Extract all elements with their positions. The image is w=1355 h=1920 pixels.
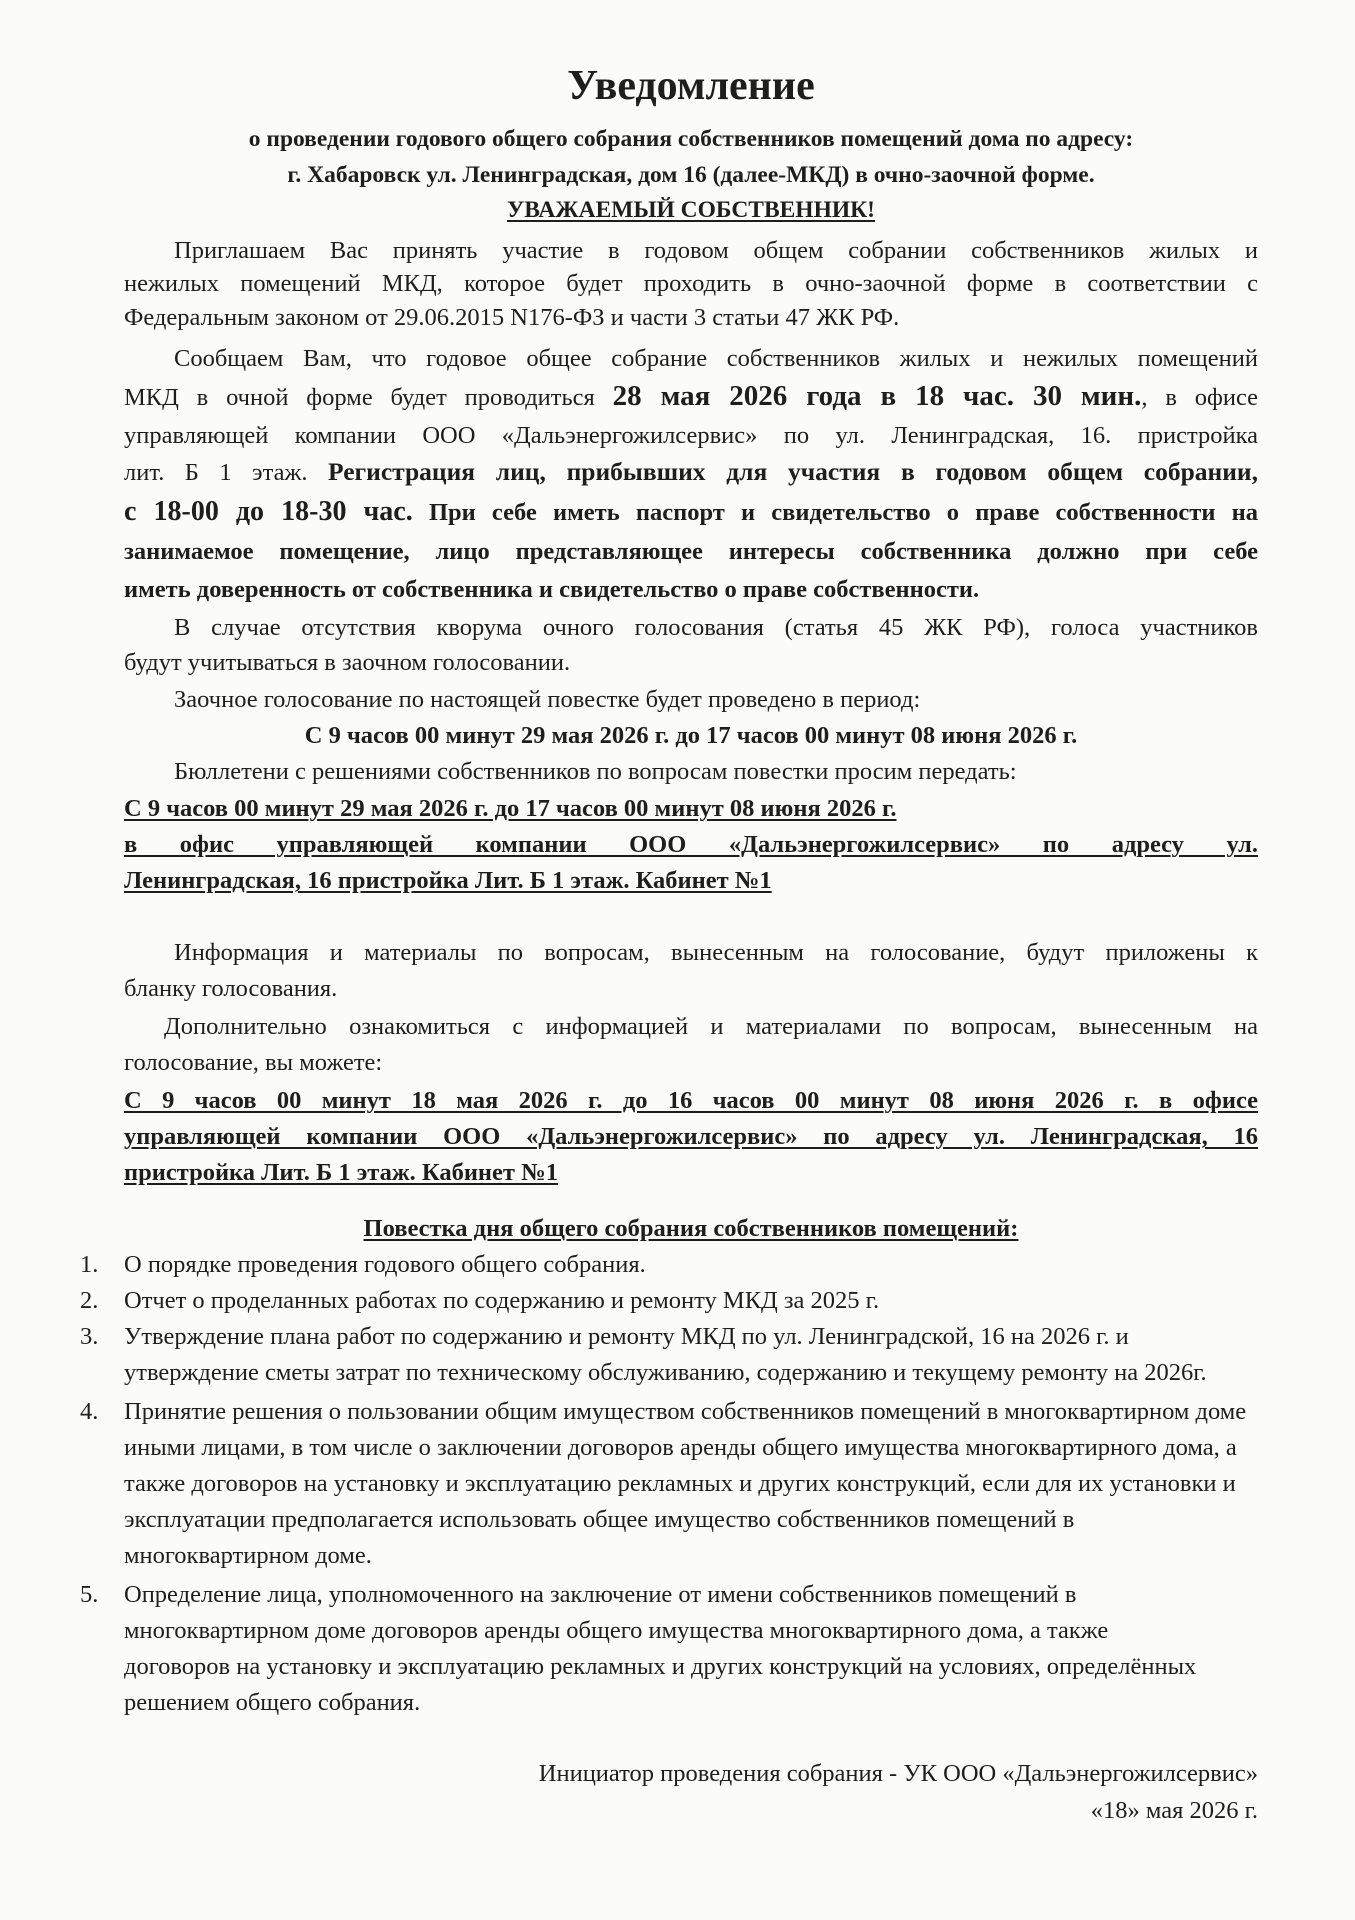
subtitle-line-2: г. Хабаровск ул. Ленинградская, дом 16 (далее-МКД) в очно-заочной форме.	[287, 162, 1095, 188]
p2-line-2-c: , в офисе	[1141, 384, 1258, 411]
agenda-title: Повестка дня общего собрания собственников помещений:	[363, 1215, 1019, 1242]
document-date: «18» мая 2026 г.	[1090, 1797, 1258, 1824]
agenda-item-number: 4.	[80, 1398, 99, 1425]
p2-line-5-b: При себе иметь паспорт и свидетельство о праве собственности на	[412, 499, 1259, 526]
p2-line-5	[124, 494, 1258, 531]
period-3-line-3: пристройка Лит. Б 1 этаж. Кабинет №1	[124, 1159, 558, 1186]
agenda-item-text: О порядке проведения годового общего собрания.	[124, 1251, 646, 1278]
p7-line-2: голосование, вы можете:	[124, 1049, 383, 1076]
registration-text: Регистрация лиц, прибывших для участия в годовом общем собрании,	[327, 457, 1258, 486]
p6-line-2: бланку голосования.	[124, 975, 338, 1002]
p2-line-4-a: лит. Б 1 этаж.	[124, 459, 328, 486]
agenda-item-number: 2.	[80, 1287, 99, 1314]
agenda-item-text: Определение лица, уполномоченного на заключение от имени собственников помещений в многоквартирном доме договоров аренды общего имущества многоквартирного дома, а также договоров на установку и эксплуатацию рекламных и других конструкций на условиях, определённых решением общего собрания.	[124, 1581, 1197, 1716]
initiator: Инициатор проведения собрания - УК ООО «Дальэнергожилсервис»	[538, 1760, 1258, 1787]
subtitle-line-1: о проведении годового общего собрания собственников помещений дома по адресу:	[248, 126, 1134, 152]
agenda-item	[80, 1319, 1260, 1391]
period-2: С 9 часов 00 минут 29 мая 2026 г. до 17 часов 00 минут 08 июня 2026 г.	[124, 795, 897, 822]
p2-line-4	[124, 454, 1258, 491]
p3-line-1: В случае отсутствия кворума очного голосования (статья 45 ЖК РФ), голоса участников	[174, 614, 1258, 641]
period-3-line-1: С 9 часов 00 минут 18 мая 2026 г. до 16 часов 00 минут 08 июня 2026 г. в офисе	[124, 1087, 1258, 1114]
agenda-item-number: 3.	[80, 1323, 99, 1350]
p2-line-7: иметь доверенность от собственника и свидетельство о праве собственности.	[124, 576, 980, 603]
period-3-line-2: управляющей компании ООО «Дальэнергожилсервис» по адресу ул. Ленинградская, 16	[124, 1123, 1258, 1150]
p7-line-1: Дополнительно ознакомиться с информацией и материалами по вопросам, вынесенным на	[164, 1013, 1258, 1040]
p1-line-2: нежилых помещений МКД, которое будет проходить в очно-заочной форме в соответствии с	[124, 270, 1258, 297]
p5: Бюллетени с решениями собственников по вопросам повестки просим передать:	[174, 758, 1017, 785]
p1-line-3: Федеральным законом от 29.06.2015 N176-ФЗ и части 3 статьи 47 ЖК РФ.	[124, 304, 900, 331]
registration-time: с 18-00 до 18-30 час.	[124, 496, 413, 527]
meeting-datetime: 28 мая 2026 года в 18 час. 30 мин.	[612, 380, 1142, 412]
office-line-2: Ленинградская, 16 пристройка Лит. Б 1 этаж. Кабинет №1	[124, 867, 772, 894]
p4: Заочное голосование по настоящей повестке будет проведено в период:	[174, 686, 921, 713]
agenda-item-text: Отчет о проделанных работах по содержанию и ремонту МКД за 2025 г.	[124, 1287, 880, 1314]
agenda-item-text: Принятие решения о пользовании общим имуществом собственников помещений в многоквартирном доме иными лицами, в том числе о заключении договоров аренды общего имущества многоквартирного дома, а также договоров на установку и эксплуатацию рекламных и других конструкций, если для их установки и эксплуатации предполагается использовать общее имущество собственников помещений в многоквартирном доме.	[124, 1398, 1247, 1569]
agenda-item	[80, 1247, 1260, 1283]
p2-line-2	[124, 378, 1258, 416]
p3-line-2: будут учитываться в заочном голосовании.	[124, 649, 571, 676]
greeting: УВАЖАЕМЫЙ СОБСТВЕННИК!	[506, 197, 876, 223]
agenda-list	[80, 1247, 1260, 1721]
agenda-item	[80, 1283, 1260, 1319]
agenda-item-number: 5.	[80, 1581, 99, 1608]
p2-line-2-a: МКД в очной форме будет проводиться	[124, 384, 613, 411]
p6-line-1: Информация и материалы по вопросам, вынесенным на голосование, будут приложены к	[174, 939, 1258, 966]
office-line-1: в офис управляющей компании ООО «Дальэнергожилсервис» по адресу ул.	[124, 831, 1258, 858]
agenda-item-number: 1.	[80, 1251, 99, 1278]
period-1: С 9 часов 00 минут 29 мая 2026 г. до 17 часов 00 минут 08 июня 2026 г.	[304, 722, 1078, 749]
agenda-item	[80, 1577, 1260, 1721]
p2-line-6: занимаемое помещение, лицо представляющее интересы собственника должно при себе	[124, 538, 1258, 565]
agenda-item	[80, 1394, 1260, 1574]
p2-line-3: управляющей компании ООО «Дальэнергожилсервис» по ул. Ленинградская, 16. пристройка	[124, 422, 1258, 449]
p1-line-1: Приглашаем Вас принять участие в годовом общем собрании собственников жилых и	[174, 237, 1258, 264]
agenda-item-text: Утверждение плана работ по содержанию и ремонту МКД по ул. Ленинградской, 16 на 2026 г. и утверждение сметы затрат по техническому обслуживанию, содержанию и текущему ремонту на 2026г.	[124, 1323, 1207, 1386]
p2-line-1: Сообщаем Вам, что годовое общее собрание собственников жилых и нежилых помещений	[174, 345, 1258, 372]
document-title: Уведомление	[567, 63, 815, 109]
